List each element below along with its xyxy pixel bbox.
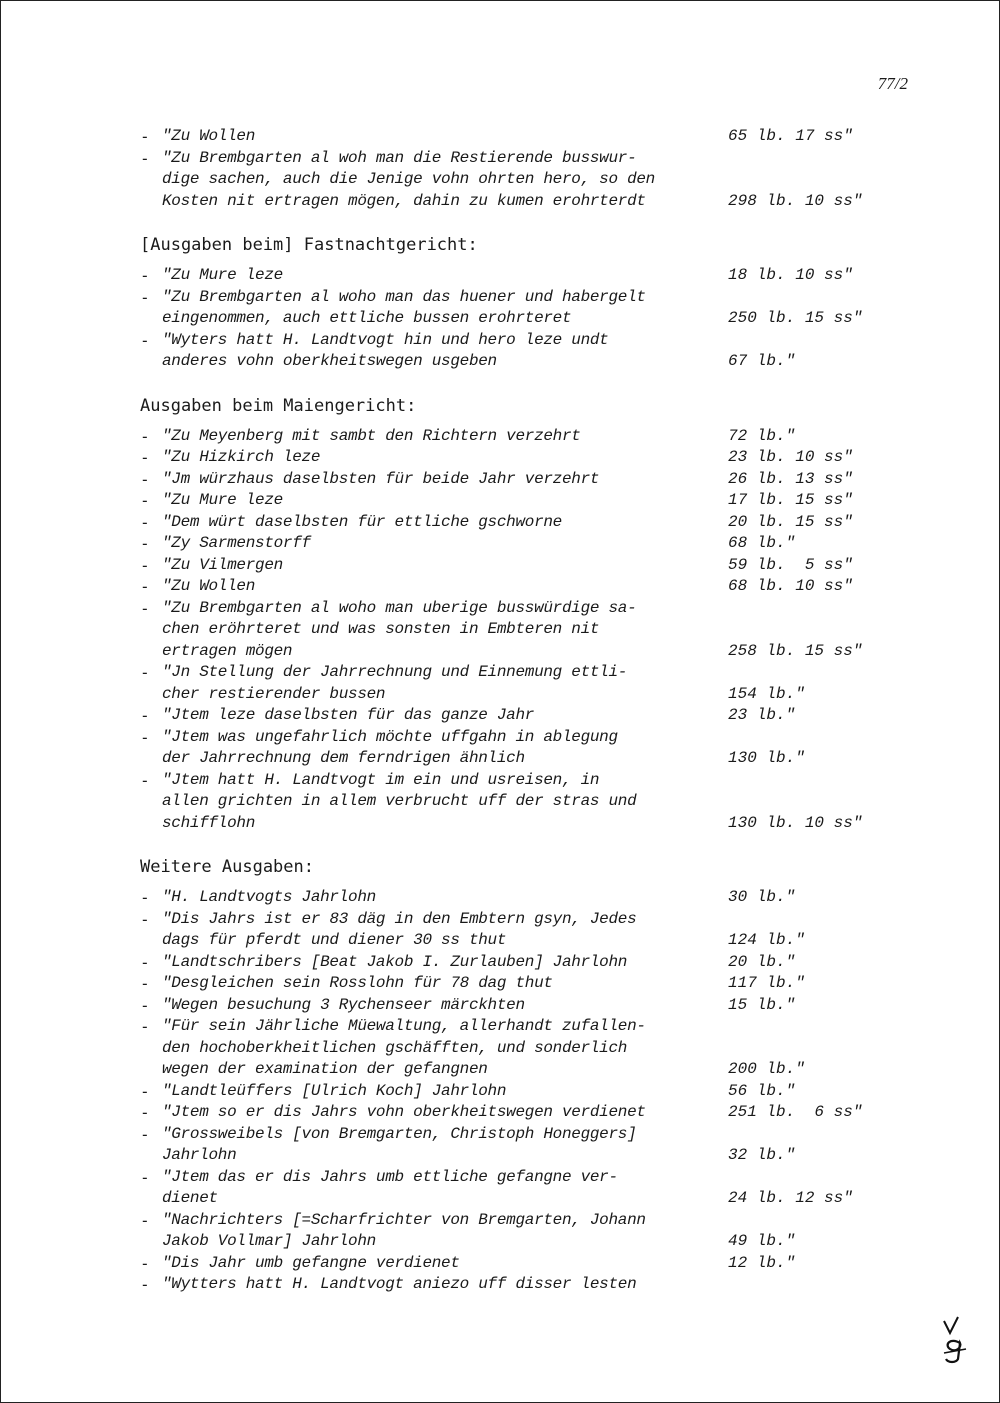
entry-line [162,1124,880,1146]
entry-line [162,705,880,727]
section-heading: Weitere Ausgaben: [140,857,314,877]
entry-line [162,770,880,792]
entry-text: "Zy Sarmenstorff [162,534,311,552]
entry-line [162,619,880,641]
entry-lines [162,705,880,727]
ledger-entry [140,469,880,491]
entry-amount: 200 lb." [728,1060,805,1078]
ledger-entry [140,1016,880,1081]
entry-text: Kosten nit ertragen mögen, dahin zu kumen erohrterdt [162,191,646,210]
entry-line [162,995,880,1017]
entry-amount: 154 lb." [728,684,805,703]
ledger-entry [140,952,880,974]
entry-line [162,426,880,448]
entry-dash: - [140,888,150,907]
ledger-entry [140,1081,880,1103]
entry-lines [162,576,880,598]
entry-dash: - [140,706,150,725]
ledger-entry [140,705,880,727]
entry-line [162,598,880,620]
entry-dash: - [140,127,150,146]
entry-lines [162,555,880,577]
entry-line [162,1145,880,1167]
entry-amount [728,148,880,170]
entry-amount [728,727,880,749]
entry-line [162,1210,880,1232]
ledger-entry [140,512,880,534]
entry-line [162,641,880,663]
entry-lines [162,512,880,534]
entry-line [162,727,880,749]
entry-line [162,684,880,706]
entry-dash: - [140,770,150,790]
entry-dash: - [140,448,150,467]
entry-line [162,1167,880,1189]
entry-amount: 56 lb." [728,1081,796,1100]
entry-text: "Dis Jahrs ist er 83 däg in den Embtern gsyn, Jedes [162,909,637,928]
entry-amount: 251 lb. 6 ss" [728,1103,863,1121]
entry-lines [162,126,880,148]
entry-dash: - [140,1253,150,1273]
entry-line [162,169,880,191]
entry-line [162,512,880,534]
entry-dash: - [140,1081,150,1101]
entry-text: "Nachrichters [=Scharfrichter von Bremgarten, Johann [162,1210,646,1229]
entry-lines [162,598,880,663]
entry-amount [728,1167,880,1189]
entry-dash: - [140,491,150,510]
entry-lines [162,447,880,469]
entry-amount: 30 lb." [728,888,796,906]
ledger-entry [140,727,880,770]
entry-text: "Grossweibels [von Bremgarten, Christoph Honeggers] [162,1124,637,1143]
entry-dash: - [140,1210,150,1230]
entry-line [162,1188,880,1210]
ledger-entry [140,330,880,373]
entry-amount: 250 lb. 15 ss" [728,309,863,327]
handwritten-checkmark-icon [940,1315,970,1365]
entry-amount: 18 lb. 10 ss" [728,266,853,284]
entry-text: "Jm würzhaus daselbsten für beide Jahr verzehrt [162,469,600,488]
entry-lines [162,533,880,555]
section-heading: Ausgaben beim Maiengericht: [140,395,417,416]
entry-text: "Wyters hatt H. Landtvogt hin und hero leze undt [162,330,609,349]
entry-line [162,533,880,555]
entry-line [162,887,880,909]
ledger-entry [140,126,880,148]
entry-lines [162,909,880,952]
entry-lines [162,727,880,770]
entry-text: "Landtleüffers [Ulrich Koch] Jahrlohn [162,1081,507,1100]
ledger-entry [140,887,880,909]
entry-line [162,973,880,995]
ledger-entry [140,490,880,512]
entry-text: anderes vohn oberkheitswegen usgeben [162,352,497,370]
entry-line [162,662,880,684]
entry-lines [162,1016,880,1081]
entry-line [162,308,880,330]
ledger-entry [140,1253,880,1275]
entry-amount [728,598,880,620]
entry-text: "Desgleichen sein Rosslohn für 78 dag thut [162,974,553,992]
entry-amount [728,1124,880,1146]
entry-text: "Zu Mure leze [162,491,283,509]
entry-amount [728,1210,880,1232]
entry-text: wegen der examination der gefangnen [162,1060,488,1078]
entry-text: "Landtschribers [Beat Jakob I. Zurlauben] Jahrlohn [162,952,628,971]
entry-text: "Dem würt daselbsten für ettliche gschworne [162,512,562,531]
entry-amount [728,1016,880,1038]
entry-amount: 117 lb." [728,974,805,992]
entry-amount: 72 lb." [728,426,796,445]
entry-text: "Zu Wollen [162,577,256,595]
entry-text: chen eröhrteret und was sonsten in Embteren nit [162,620,600,638]
entry-amount: 20 lb." [728,952,796,971]
entry-text: dags für pferdt und diener 30 ss thut [162,931,507,949]
entry-line [162,287,880,309]
entry-lines [162,1253,880,1275]
entry-amount: 68 lb." [728,534,796,552]
entry-dash: - [140,1167,150,1187]
entry-amount: 124 lb." [728,931,805,949]
entry-amount [728,909,880,931]
entry-text: "Zu Wollen [162,127,256,145]
entry-text: eingenommen, auch ettliche bussen erohrteret [162,309,572,327]
entry-lines [162,995,880,1017]
ledger-entry [140,1274,880,1296]
entry-amount [728,662,880,684]
entry-amount: 298 lb. 10 ss" [728,191,863,210]
entry-line [162,1231,880,1253]
entry-lines [162,1081,880,1103]
entry-line [162,330,880,352]
entry-amount: 12 lb." [728,1253,796,1272]
entry-amount: 59 lb. 5 ss" [728,555,853,574]
entry-text: "Zu Meyenberg mit sambt den Richtern verzehrt [162,426,581,445]
entry-line [162,1102,880,1124]
entry-dash: - [140,512,150,532]
entry-text: allen grichten in allem verbrucht uff der stras und [162,792,637,810]
entry-amount [728,619,880,641]
entry-text: "Jtem was ungefahrlich möchte uffgahn in ablegung [162,727,618,746]
ledger-entry [140,995,880,1017]
entry-lines [162,490,880,512]
entry-text: "Zu Vilmergen [162,555,283,574]
entry-lines [162,973,880,995]
entry-amount: 130 lb. 10 ss" [728,813,863,832]
entry-lines [162,287,880,330]
entry-text: "Wytters hatt H. Landtvogt aniezo uff disser lesten [162,1275,637,1293]
ledger-entry [140,265,880,287]
entry-line [162,148,880,170]
entry-dash: - [140,266,150,285]
entry-amount [728,791,880,813]
entry-line [162,791,880,813]
ledger-entry [140,555,880,577]
entry-line [162,191,880,213]
entry-dash: - [140,1275,150,1294]
entry-line [162,813,880,835]
ledger-entry [140,426,880,448]
entry-lines [162,1124,880,1167]
entry-amount [728,169,880,191]
entry-amount: 23 lb. 10 ss" [728,448,853,466]
entry-text: ertragen mögen [162,641,293,660]
ledger-entry [140,770,880,835]
entry-amount: 20 lb. 15 ss" [728,512,853,531]
entry-line [162,930,880,952]
ledger-entry [140,598,880,663]
entry-line [162,952,880,974]
entry-lines [162,1274,880,1296]
entry-text: "Wegen besuchung 3 Rychenseer märckhten [162,995,525,1014]
ledger-entry [140,1167,880,1210]
ledger-entry [140,662,880,705]
entry-text: Jakob Vollmar] Jahrlohn [162,1232,376,1250]
entry-dash: - [140,1124,150,1144]
entry-dash: - [140,555,150,575]
entry-dash: - [140,287,150,307]
entry-amount [728,770,880,792]
entry-text: "H. Landtvogts Jahrlohn [162,888,376,906]
entry-lines [162,1210,880,1253]
entry-dash: - [140,727,150,747]
entry-dash: - [140,995,150,1015]
entry-amount: 26 lb. 13 ss" [728,469,853,488]
entry-text: "Zu Brembgarten al woh man die Restierende busswur- [162,148,637,167]
ledger-entry [140,1102,880,1124]
entry-dash: - [140,534,150,553]
ledger-entry [140,447,880,469]
ledger-entry [140,1210,880,1253]
entry-line [162,1059,880,1081]
entry-text: "Jtem das er dis Jahrs umb ettliche gefangne ver- [162,1167,618,1186]
entry-amount: 15 lb." [728,995,796,1014]
entry-line [162,469,880,491]
entry-dash: - [140,426,150,446]
entry-dash: - [140,663,150,682]
ledger-entry [140,1124,880,1167]
entry-line [162,265,880,287]
entry-dash: - [140,952,150,972]
entry-dash: - [140,469,150,489]
ledger-entry [140,287,880,330]
entry-text: Jahrlohn [162,1146,237,1164]
entry-dash: - [140,577,150,596]
entry-text: cher restierender bussen [162,684,386,703]
entry-lines [162,330,880,373]
section-gap [140,212,880,234]
ledger-entry [140,148,880,213]
entry-amount [728,1274,880,1296]
entry-lines [162,662,880,705]
entry-line [162,1016,880,1038]
entry-text: schifflohn [162,813,256,832]
heading-gap [140,256,880,265]
page-number: 77/2 [877,74,908,93]
ledger-entry [140,973,880,995]
entry-text: den hochoberkheitlichen gschäfften, und sonderlich [162,1038,628,1057]
entry-amount: 24 lb. 12 ss" [728,1189,853,1207]
entry-text: "Für sein Jährliche Müewaltung, allerhandt zufallen- [162,1017,646,1035]
ledger-entry [140,576,880,598]
entry-line [162,1081,880,1103]
entry-text: "Zu Hizkirch leze [162,448,321,466]
entry-line [162,748,880,770]
entry-text: "Zu Brembgarten al woho man uberige busswürdige sa- [162,598,637,617]
entry-dash: - [140,1103,150,1122]
entry-dash: - [140,330,150,350]
entry-lines [162,1167,880,1210]
section-gap [140,834,880,856]
entry-line [162,555,880,577]
entry-amount: 49 lb." [728,1232,796,1250]
entry-dash: - [140,1017,150,1036]
entry-amount: 68 lb. 10 ss" [728,577,853,595]
entry-line [162,351,880,373]
entry-lines [162,770,880,835]
entry-text: "Zu Brembgarten al woho man das huener und habergelt [162,287,646,306]
entry-amount: 23 lb." [728,706,796,724]
section-heading: [Ausgaben beim] Fastnachtgericht: [140,235,478,255]
entry-dash: - [140,148,150,168]
entry-line [162,909,880,931]
entry-text: der Jahrrechnung dem ferndrigen ähnlich [162,749,525,767]
ledger-entry [140,533,880,555]
entry-amount: 130 lb." [728,749,805,767]
entry-amount: 32 lb." [728,1146,796,1164]
entry-line [162,576,880,598]
entry-dash: - [140,598,150,618]
heading-gap [140,417,880,426]
section-gap [140,373,880,395]
entry-text: "Jn Stellung der Jahrrechnung und Einnemung ettli- [162,663,628,681]
entry-dash: - [140,974,150,993]
entry-text: dige sachen, auch die Jenige vohn ohrten hero, so den [162,170,655,188]
entry-text: "Dis Jahr umb gefangne verdienet [162,1253,460,1272]
entry-amount [728,330,880,352]
entry-amount [728,1038,880,1060]
entry-line [162,490,880,512]
entry-lines [162,426,880,448]
entry-lines [162,1102,880,1124]
ledger-content [140,126,880,1296]
entry-text: "Jtem so er dis Jahrs vohn oberkheitswegen verdienet [162,1103,646,1121]
entry-lines [162,469,880,491]
entry-amount: 65 lb. 17 ss" [728,127,853,145]
entry-line [162,1274,880,1296]
entry-lines [162,952,880,974]
entry-line [162,447,880,469]
entry-lines [162,148,880,213]
ledger-entry [140,909,880,952]
entry-text: "Jtem hatt H. Landtvogt im ein und usreisen, in [162,770,600,789]
entry-line [162,1253,880,1275]
entry-line [162,1038,880,1060]
entry-amount [728,287,880,309]
entry-line [162,126,880,148]
entry-amount: 258 lb. 15 ss" [728,641,863,660]
entry-dash: - [140,909,150,929]
heading-gap [140,878,880,887]
entry-amount: 17 lb. 15 ss" [728,491,853,509]
entry-text: "Jtem leze daselbsten für das ganze Jahr [162,706,535,724]
entry-amount: 67 lb." [728,352,796,370]
entry-text: "Zu Mure leze [162,266,283,284]
entry-lines [162,887,880,909]
entry-lines [162,265,880,287]
entry-text: dienet [162,1189,218,1207]
